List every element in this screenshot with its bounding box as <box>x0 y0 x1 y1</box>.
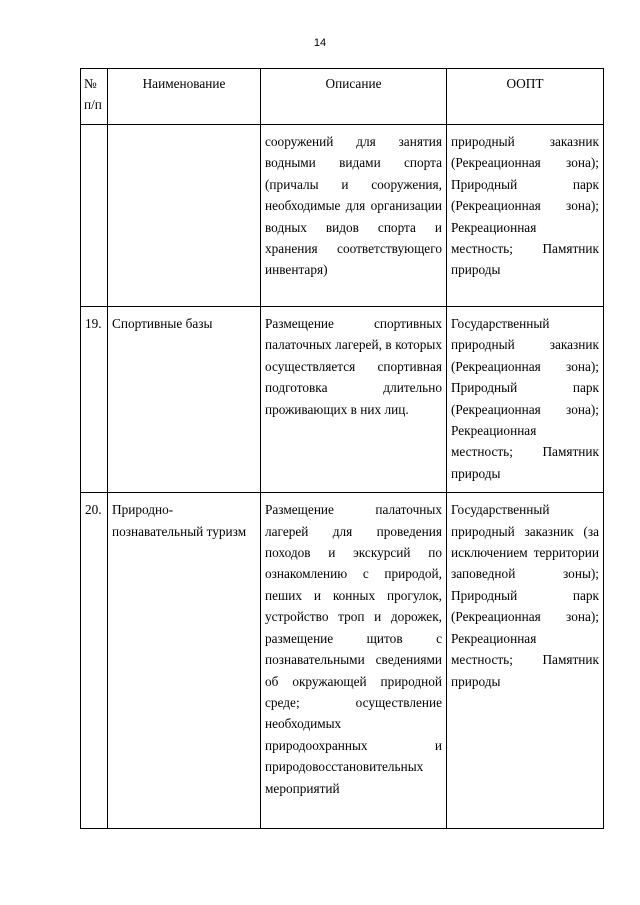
row-description: Размещение спортивных палаточных лагерей, в которых осуществляется спортивная подготовка длительно проживающих в них лиц. <box>261 307 447 493</box>
header-oopt: ООПТ <box>447 69 604 125</box>
row-num: 19. <box>81 307 108 493</box>
table-row <box>81 125 604 307</box>
header-description: Описание <box>261 69 447 125</box>
row-oopt: Государственный природный заказник (Рекреационная зона); Природный парк (Рекреационная зона); Рекреационная местность; Памятник природы <box>447 307 604 493</box>
row-name: Природно-познавательный туризм <box>108 493 261 829</box>
row-oopt: природный заказник (Рекреационная зона); Природный парк (Рекреационная зона); Рекреационная местность; Памятник природы <box>447 125 604 307</box>
row-name <box>108 125 261 307</box>
row-description: Размещение палаточных лагерей для проведения походов и экскурсий по ознакомлению с природой, пеших и конных прогулок, устройство троп и дорожек, размещение щитов с познавательными сведениями об окружающей природной среде; осуществление необходимых природоохранных и природовосстановительных мероприятий <box>261 493 447 829</box>
row-oopt: Государственный природный заказник (за исключением территории заповедной зоны); Природный парк (Рекреационная зона); Рекреационная местность; Памятник природы <box>447 493 604 829</box>
row-num: 20. <box>81 493 108 829</box>
page-number: 14 <box>313 37 327 49</box>
row-description: сооружений для занятия водными видами спорта (причалы и сооружения, необходимые для организации водных видов спорта и хранения соответствующего инвентаря) <box>261 125 447 307</box>
header-num: № п/п <box>81 69 108 125</box>
oopt-table <box>80 68 604 829</box>
table-header-row <box>81 69 604 125</box>
header-name: Наименование <box>108 69 261 125</box>
table-row <box>81 493 604 829</box>
row-name: Спортивные базы <box>108 307 261 493</box>
table-row <box>81 307 604 493</box>
row-num <box>81 125 108 307</box>
